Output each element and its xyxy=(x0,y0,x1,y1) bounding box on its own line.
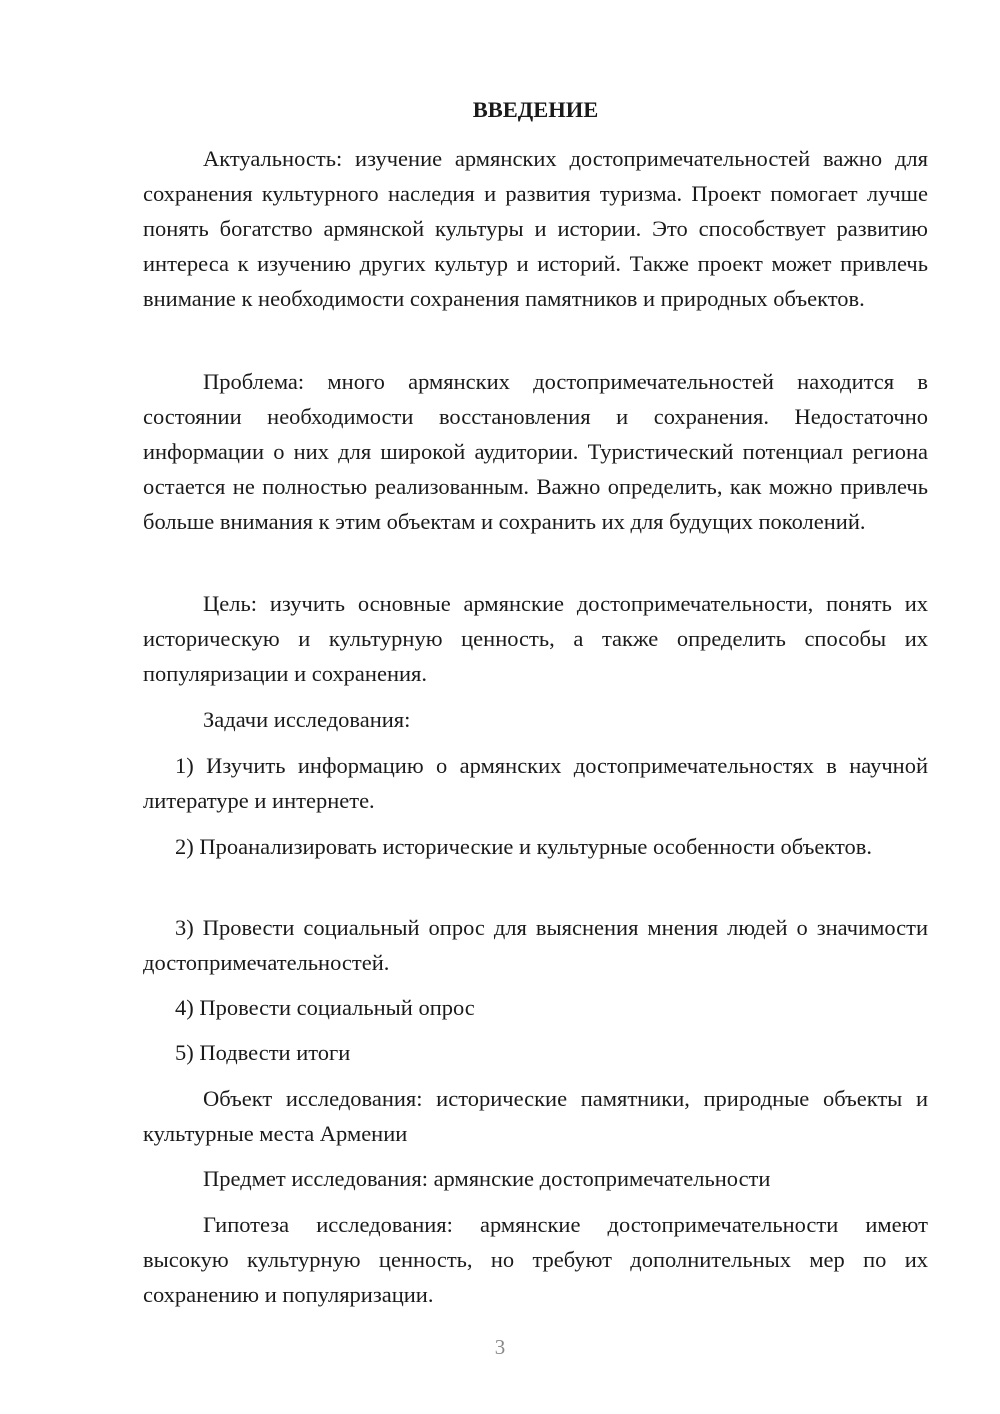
page-title: ВВЕДЕНИЕ xyxy=(472,97,599,122)
hypothesis-section xyxy=(143,1207,928,1312)
task-item-1 xyxy=(143,748,928,818)
subject-section xyxy=(143,1161,928,1196)
paragraph-object: Объект исследования: исторические памятники, природные объекты и культурные места Армении xyxy=(143,1086,928,1146)
list-item: 5) Подвести итоги xyxy=(175,1040,351,1065)
task-item-2 xyxy=(143,829,928,864)
paragraph-hypothesis: Гипотеза исследования: армянские достопримечательности имеют высокую культурную ценность, но требуют дополнительных мер по их сохранению и популяризации. xyxy=(143,1212,928,1307)
tasks-heading-section xyxy=(143,702,928,737)
paragraph-goal: Цель: изучить основные армянские достопримечательности, понять их историческую и культурную ценность, а также определить способы их популяризации и сохранения. xyxy=(143,591,928,686)
paragraph-subject: Предмет исследования: армянские достопримечательности xyxy=(203,1166,771,1191)
object-section xyxy=(143,1081,928,1151)
paragraph-problem: Проблема: много армянских достопримечательностей находится в состоянии необходимости восстановления и сохранения. Недостаточно информации о них для широкой аудитории. Туристический потенциал региона остается не полностью реализованным. Важно определить, как можно привлечь больше внимания к этим объектам и сохранить их для будущих поколений. xyxy=(143,369,928,534)
list-item: 1) Изучить информацию о армянских достопримечательностях в научной литературе и интернете. xyxy=(143,753,928,813)
page-number: 3 xyxy=(494,1335,506,1359)
list-item: 2) Проанализировать исторические и культурные особенности объектов. xyxy=(175,834,872,859)
list-item: 4) Провести социальный опрос xyxy=(175,995,475,1020)
list-item: 3) Провести социальный опрос для выяснения мнения людей о значимости достопримечательностей. xyxy=(143,915,928,975)
paragraph-tasks-heading: Задачи исследования: xyxy=(203,707,411,732)
task-item-4 xyxy=(143,990,928,1025)
task-item-5 xyxy=(143,1035,928,1070)
paragraph-relevance: Актуальность: изучение армянских достопримечательностей важно для сохранения культурного наследия и развития туризма. Проект помогает лучше понять богатство армянской культуры и истории. Это способствует развитию интереса к изучению других культур и историй. Также проект может привлечь внимание к необходимости сохранения памятников и природных объектов. xyxy=(143,146,928,311)
task-item-3 xyxy=(143,910,928,980)
relevance-section xyxy=(143,141,928,316)
goal-section xyxy=(143,586,928,691)
problem-section xyxy=(143,364,928,539)
